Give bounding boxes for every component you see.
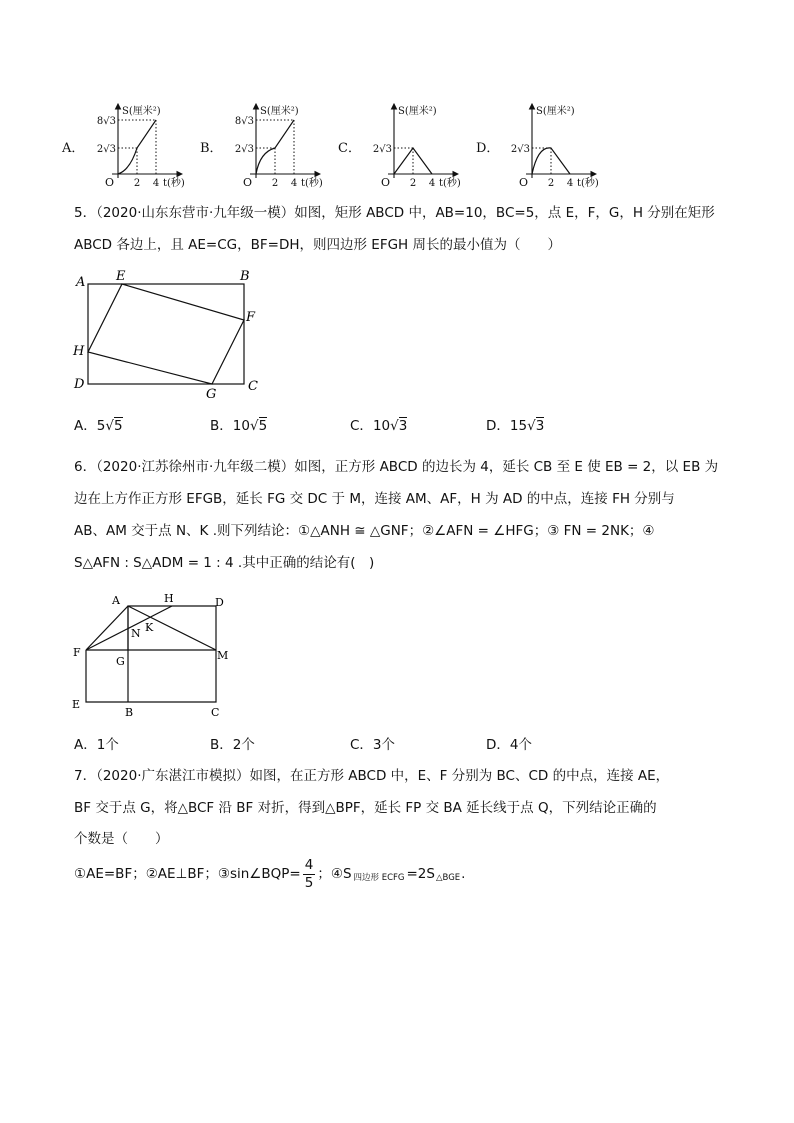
q7-stem-line1: 7．（2020·广东湛江市模拟）如图，在正方形 ABCD 中，E、F 分别为 BC、CD 的中点，连接 AE， <box>74 768 670 784</box>
q7-stem-line3: 个数是（ ） <box>74 831 169 847</box>
q6-stem-line1: 6．（2020·江苏徐州市·九年级二模）如图，正方形 ABCD 的边长为 4，延长 CB 至 E 使 EB = 2，以 EB 为 <box>74 459 719 475</box>
q4-y-tick-top-0: 8√3 <box>96 116 116 127</box>
q4-y-tick-low-2: 2√3 <box>372 144 392 155</box>
q5-option-b[interactable] <box>210 416 267 436</box>
q4-x-tick-origin-2: O <box>380 176 390 189</box>
q7-stem-line2: BF 交于点 G，将△BCF 沿 BF 对折，得到△BPF，延长 FP 交 BA 延长线于点 Q，下列结论正确的 <box>74 800 657 816</box>
q4-y-tick-top-1: 8√3 <box>234 116 254 127</box>
q6-figure <box>66 590 246 720</box>
q4-y-label-3: S(厘米²) <box>536 106 575 117</box>
q7-conclusions-c: =2S <box>406 866 435 882</box>
q7-sub-quad: 四边形 ECFG <box>353 873 405 883</box>
q6-stem-line4: S△AFN : S△ADM = 1 : 4 .其中正确的结论有( ) <box>74 555 375 571</box>
q5-option-a-rad: 5 <box>113 418 123 434</box>
q4-y-tick-low-0: 2√3 <box>96 144 116 155</box>
q5-option-a[interactable] <box>74 416 123 436</box>
q5-label-G: G <box>206 387 217 402</box>
q5-option-a-coef: 5 <box>96 418 106 434</box>
q4-x-tick-2-2: 2 <box>409 178 417 189</box>
q5-label-D: D <box>74 377 85 392</box>
q5-option-b-letter: B． <box>210 418 233 434</box>
q4-x-tick-2-0: 2 <box>133 178 141 189</box>
q4-x-tick-origin-3: O <box>518 176 528 189</box>
radical-sign: √ <box>105 418 114 434</box>
q5-label-A: A <box>76 275 86 290</box>
q4-x-label-0: t(秒) <box>163 178 185 189</box>
q4-option-letter-2: C． <box>338 141 361 156</box>
q4-y-tick-low-3: 2√3 <box>510 144 530 155</box>
q5-quad-efgh <box>88 284 244 384</box>
q4-x-label-3: t(秒) <box>577 178 599 189</box>
q7-conclusions-d: . <box>461 866 466 882</box>
q7-conclusions-b: ；④S <box>317 866 352 882</box>
q6-label-H: H <box>164 592 174 605</box>
q5-option-d-coef: 15 <box>509 418 528 434</box>
q4-y-label-0: S(厘米²) <box>122 106 161 117</box>
q5-stem-line2: ABCD 各边上，且 AE=CG，BF=DH，则四边形 EFGH 周长的最小值为（ ） <box>74 237 562 253</box>
q7-sub-tri: △BGE <box>435 873 461 883</box>
q4-x-tick-2-3: 2 <box>547 178 555 189</box>
q5-label-B: B <box>240 269 250 284</box>
radical-sign: √ <box>390 418 399 434</box>
q6-label-K: K <box>145 621 154 634</box>
q6-stem-line2: 边在上方作正方形 EFGB，延长 FG 交 DC 于 M，连接 AM、AF，H 为 AD 的中点，连接 FH 分别与 <box>74 491 675 507</box>
q5-option-c-letter: C． <box>350 418 373 434</box>
q5-label-C: C <box>248 379 258 394</box>
q4-x-tick-origin-0: O <box>104 176 114 189</box>
q4-x-label-1: t(秒) <box>301 178 323 189</box>
q5-option-d-letter: D． <box>486 418 510 434</box>
radical-sign: √ <box>527 418 536 434</box>
q6-option-c[interactable]: C．3个 <box>350 737 396 753</box>
q4-option-letter-3: D． <box>476 141 500 156</box>
q5-label-E: E <box>116 269 126 284</box>
q6-option-b[interactable]: B．2个 <box>210 737 255 753</box>
q4-x-tick-origin-1: O <box>242 176 252 189</box>
q6-label-N: N <box>131 627 141 640</box>
q5-stem-line1: 5．（2020·山东东营市·九年级一模）如图，矩形 ABCD 中，AB=10，BC=5，点 E，F，G，H 分别在矩形 <box>74 205 715 221</box>
q6-label-D: D <box>215 596 224 609</box>
q4-x-tick-4-0: 4 <box>152 178 160 189</box>
q4-x-tick-4-1: 4 <box>290 178 298 189</box>
q6-line-fh <box>86 606 172 650</box>
q6-label-G: G <box>116 655 125 668</box>
q7-fraction-num: 4 <box>304 856 314 873</box>
q6-label-M: M <box>217 649 229 662</box>
q5-option-b-rad: 5 <box>258 418 268 434</box>
q6-stem-line3: AB、AM 交于点 N、K .则下列结论：①△ANH ≅ △GNF；②∠AFN = ∠HFG；③ FN = 2NK；④ <box>74 523 655 539</box>
q4-x-tick-4-3: 4 <box>566 178 574 189</box>
q7-fraction <box>303 857 316 892</box>
q7-conclusions-a: ①AE=BF；②AE⊥BF；③sin∠BQP= <box>74 866 301 882</box>
q5-option-d[interactable] <box>486 416 544 436</box>
q5-option-c-rad: 3 <box>398 418 408 434</box>
q5-option-b-coef: 10 <box>232 418 250 434</box>
q4-option-graphs <box>60 96 750 192</box>
q5-label-H: H <box>73 344 85 359</box>
q6-label-F: F <box>73 646 81 659</box>
q4-option-letter-0: A． <box>62 141 85 156</box>
q4-x-label-2: t(秒) <box>439 178 461 189</box>
q7-fraction-den: 5 <box>304 874 314 891</box>
q6-option-a[interactable]: A．1个 <box>74 737 119 753</box>
q5-option-c[interactable] <box>350 416 407 436</box>
q4-x-tick-2-1: 2 <box>271 178 279 189</box>
q6-line-am <box>128 606 216 650</box>
q6-label-B: B <box>125 706 134 719</box>
q4-option-letter-1: B． <box>200 141 223 156</box>
q6-line-af <box>86 606 128 650</box>
q5-option-c-coef: 10 <box>372 418 391 434</box>
q4-y-label-2: S(厘米²) <box>398 106 437 117</box>
q6-options <box>74 735 634 757</box>
q5-rect-abcd <box>88 284 244 384</box>
q6-label-A: A <box>112 594 120 607</box>
q6-option-d[interactable]: D．4个 <box>486 737 532 753</box>
q4-options-row <box>60 96 750 192</box>
q5-options <box>74 416 634 440</box>
q4-y-label-1: S(厘米²) <box>260 106 299 117</box>
q5-label-F: F <box>246 310 256 325</box>
q5-figure <box>70 268 270 404</box>
q6-label-E: E <box>72 698 81 711</box>
q5-option-a-letter: A． <box>74 418 97 434</box>
q6-label-C: C <box>211 706 220 719</box>
q4-y-tick-low-1: 2√3 <box>234 144 254 155</box>
q5-option-d-rad: 3 <box>535 418 545 434</box>
q7-conclusions <box>74 852 465 896</box>
q4-x-tick-4-2: 4 <box>428 178 436 189</box>
radical-sign: √ <box>249 418 259 434</box>
